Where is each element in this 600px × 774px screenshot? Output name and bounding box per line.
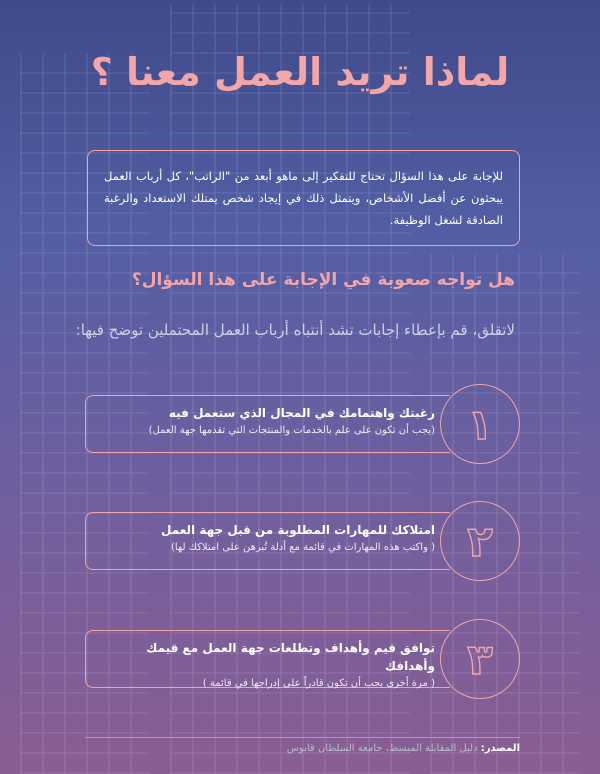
list-item: [85, 512, 520, 570]
source-line: [40, 743, 520, 754]
item-texts: [100, 639, 435, 693]
item-number: ٣: [440, 619, 520, 699]
list-item: [85, 630, 520, 688]
item-texts: [100, 404, 435, 440]
answer-text: لاتقلق، قم بإعطاء إجابات تشد أنتباه أرباب العمل المحتملين توضح فيها:: [75, 321, 515, 339]
item-subtext: ( واكتب هذه المهارات في قائمة مع أدلة تُبرهن على امتلاكك لها): [170, 542, 435, 553]
source-label: المصدر:: [480, 743, 520, 754]
item-number: ٢: [440, 501, 520, 581]
footer-divider: [85, 737, 520, 738]
question-heading: هل تواجه صعوبة في الإجابة على هذا السؤال؟: [131, 270, 515, 290]
item-number: ١: [440, 384, 520, 464]
item-texts: [100, 521, 435, 557]
intro-box: للإجابة على هذا السؤال تحتاج للتفكير إلى ماهو أبعد من "الراتب"، كل أرباب العمل يبحثون عن أفضل الأشخاص، ويتمثل ذلك في إيجاد شخص يمتلك الاستعداد والرغبة الصادقة لشغل الوظيفة.: [87, 150, 520, 246]
item-heading: توافق قيم وأهداف وتطلعات جهة العمل مع قيمك وأهدافك: [146, 641, 435, 673]
item-heading: رغبتك واهتمامك في المجال الذي ستعمل فيه: [168, 406, 435, 420]
item-subtext: (يجب أن تكون على علم بالخدمات والمنتجات التي تقدمها جهة العمل): [148, 425, 435, 436]
item-subtext: ( مرة أخرى يجب أن تكون قادراً على إدراجها في قائمة ): [202, 678, 435, 689]
item-heading: امتلاكك للمهارات المطلوبة من قبل جهة العمل: [161, 523, 435, 537]
source-text: دليل المقابلة المبسط، جامعة السلطان قابوس: [286, 743, 478, 754]
page-title: لماذا تريد العمل معنا ؟: [90, 50, 510, 94]
list-item: [85, 395, 520, 453]
